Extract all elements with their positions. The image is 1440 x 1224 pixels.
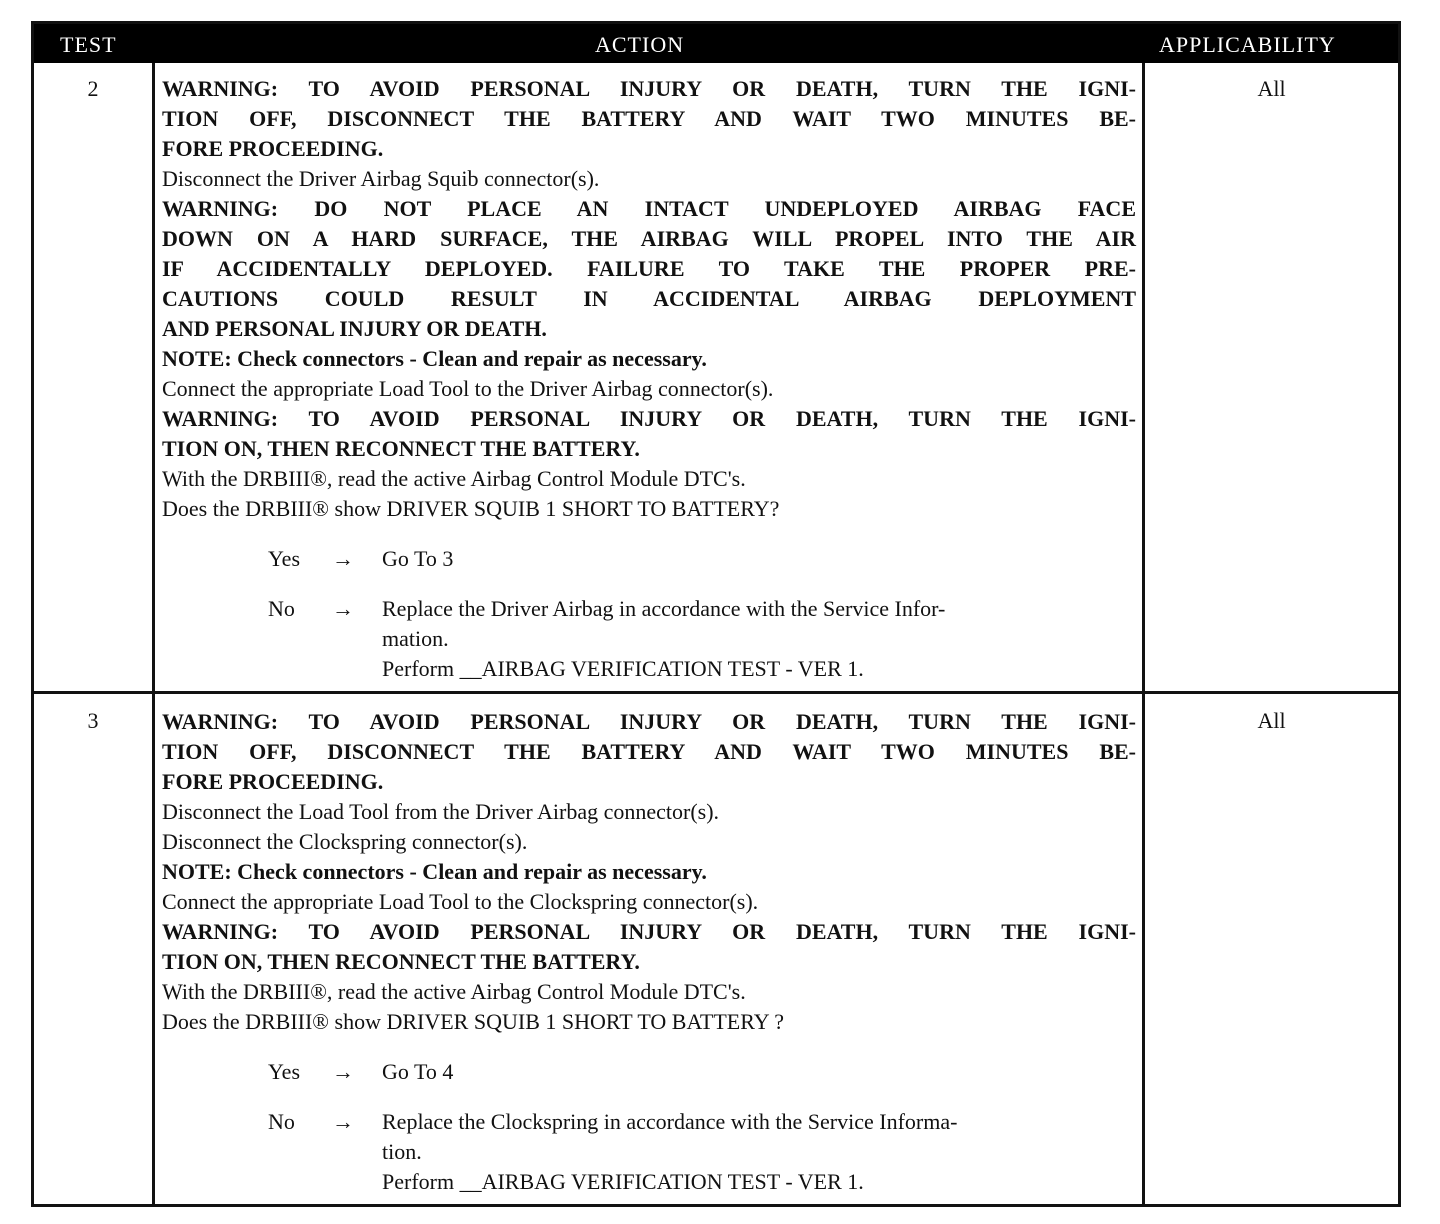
action-line: Does the DRBIII® show DRIVER SQUIB 1 SHORT TO BATTERY? (162, 496, 780, 521)
no-action-continued: tion. (382, 1139, 422, 1164)
arrow-right-icon: → (332, 596, 354, 621)
action-line: NOTE: Check connectors - Clean and repair as necessary. (162, 859, 707, 884)
column-divider-2 (1142, 63, 1145, 1204)
action-cell-2 (162, 74, 1136, 684)
test-number-3: 3 (87, 708, 99, 733)
action-cell-3 (162, 707, 1136, 1197)
action-line: AND PERSONAL INJURY OR DEATH. (162, 316, 547, 341)
no-action: Replace the Driver Airbag in accordance with the Service Infor- (382, 596, 946, 621)
action-line: With the DRBIII®, read the active Airbag Control Module DTC's. (162, 979, 746, 1004)
action-line: With the DRBIII®, read the active Airbag Control Module DTC's. (162, 466, 746, 491)
action-line: Disconnect the Driver Airbag Squib connector(s). (162, 166, 600, 191)
no-label: No (268, 1109, 295, 1134)
table-header (34, 24, 1398, 63)
yes-label: Yes (268, 1059, 301, 1084)
verification-step: Perform __AIRBAG VERIFICATION TEST - VER 1. (382, 1169, 864, 1194)
action-line: WARNING: TO AVOID PERSONAL INJURY OR DEATH, TURN THE IGNI- (162, 709, 1136, 734)
action-line: NOTE: Check connectors - Clean and repair as necessary. (162, 346, 707, 371)
arrow-right-icon: → (332, 546, 354, 571)
action-line: Does the DRBIII® show DRIVER SQUIB 1 SHORT TO BATTERY ? (162, 1009, 785, 1034)
action-line: Disconnect the Load Tool from the Driver Airbag connector(s). (162, 799, 720, 824)
action-line: TION ON, THEN RECONNECT THE BATTERY. (162, 949, 640, 974)
arrow-right-icon: → (332, 1059, 354, 1084)
action-line: WARNING: TO AVOID PERSONAL INJURY OR DEATH, TURN THE IGNI- (162, 919, 1136, 944)
row-divider (34, 691, 1398, 694)
branch-yes (162, 544, 1136, 574)
yes-action: Go To 4 (382, 1059, 454, 1084)
action-line: IF ACCIDENTALLY DEPLOYED. FAILURE TO TAKE THE PROPER PRE- (162, 256, 1136, 281)
applicability-3: All (1257, 708, 1286, 733)
header-test: TEST (60, 32, 117, 57)
verification-step: Perform __AIRBAG VERIFICATION TEST - VER 1. (382, 656, 864, 681)
branch-no (162, 594, 1136, 624)
applicability-2: All (1257, 76, 1286, 101)
action-line: WARNING: DO NOT PLACE AN INTACT UNDEPLOYED AIRBAG FACE (162, 196, 1136, 221)
yes-action: Go To 3 (382, 546, 454, 571)
yes-label: Yes (268, 546, 301, 571)
action-line: Disconnect the Clockspring connector(s). (162, 829, 528, 854)
branch-no (162, 1107, 1136, 1137)
branch-yes (162, 1057, 1136, 1087)
action-line: DOWN ON A HARD SURFACE, THE AIRBAG WILL PROPEL INTO THE AIR (162, 226, 1136, 251)
action-line: FORE PROCEEDING. (162, 769, 384, 794)
test-number-2: 2 (87, 76, 99, 101)
no-action-continued: mation. (382, 626, 449, 651)
action-line: WARNING: TO AVOID PERSONAL INJURY OR DEATH, TURN THE IGNI- (162, 76, 1136, 101)
column-divider-1 (152, 63, 155, 1204)
no-label: No (268, 596, 295, 621)
no-action: Replace the Clockspring in accordance with the Service Informa- (382, 1109, 958, 1134)
action-line: CAUTIONS COULD RESULT IN ACCIDENTAL AIRBAG DEPLOYMENT (162, 286, 1136, 311)
action-line: TION OFF, DISCONNECT THE BATTERY AND WAIT TWO MINUTES BE- (162, 739, 1136, 764)
action-line: Connect the appropriate Load Tool to the Clockspring connector(s). (162, 889, 759, 914)
diagnostic-table (31, 21, 1401, 1207)
action-line: FORE PROCEEDING. (162, 136, 384, 161)
header-action: ACTION (595, 32, 685, 57)
arrow-right-icon: → (332, 1109, 354, 1134)
action-line: TION OFF, DISCONNECT THE BATTERY AND WAIT TWO MINUTES BE- (162, 106, 1136, 131)
action-line: WARNING: TO AVOID PERSONAL INJURY OR DEATH, TURN THE IGNI- (162, 406, 1136, 431)
action-line: TION ON, THEN RECONNECT THE BATTERY. (162, 436, 640, 461)
header-applicability: APPLICABILITY (1159, 32, 1336, 57)
action-line: Connect the appropriate Load Tool to the Driver Airbag connector(s). (162, 376, 774, 401)
